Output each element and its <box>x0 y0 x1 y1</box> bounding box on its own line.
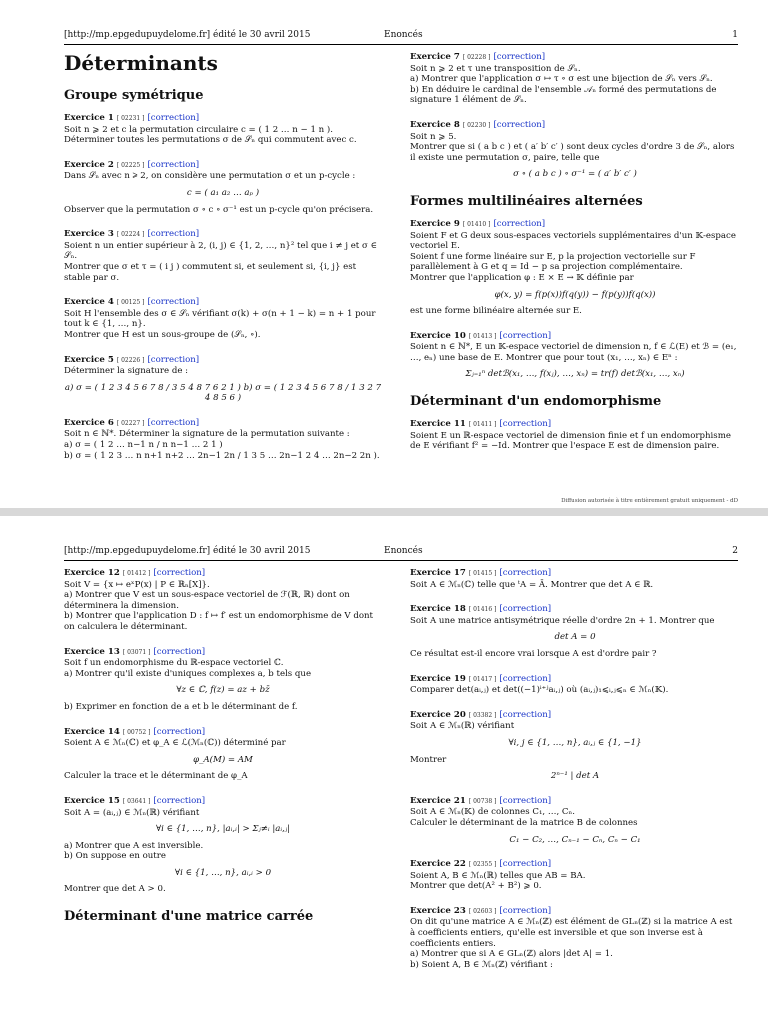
exercise-list <box>410 568 740 970</box>
exercise-line: Soit A ∈ ℳₙ(ℝ) vérifiant <box>410 721 515 732</box>
exercise-line: Soient n un entier supérieur à 2, (i, j) ∈ {1, 2, …, n}² tel que i ≠ j et σ ∈ 𝒮ₙ. <box>64 240 377 262</box>
exercise-title: Exercice 17 <box>410 568 466 578</box>
exercise-line: Soient n ∈ ℕ*, E un 𝕂-espace vectoriel de dimension n, f ∈ ℒ(E) et ℬ = (e₁, …, eₙ) une base de E. Montrer que pour tout (x₁, …, xₙ) ∈ Eⁿ : <box>410 342 737 363</box>
exercise-line: Soit f un endomorphisme du ℝ-espace vectoriel ℂ. <box>64 658 284 669</box>
correction-link[interactable]: [correction] <box>493 218 546 229</box>
exercise-code: [ 02230 ] <box>462 121 491 129</box>
exercise <box>410 331 740 380</box>
exercise-heading <box>410 796 740 808</box>
exercise-code: [ 02226 ] <box>116 356 145 364</box>
exercise-line: est une forme bilinéaire alternée sur E. <box>410 306 582 317</box>
exercise-title: Exercice 6 <box>64 417 114 428</box>
right-column <box>410 52 740 466</box>
exercise-line: Montrer que det(A² + B²) ⩾ 0. <box>410 881 542 892</box>
exercise-line: Soit n ∈ ℕ*. Déterminer la signature de la permutation suivante : <box>64 429 350 440</box>
exercise <box>410 796 740 845</box>
exercise-line: Soit n ⩾ 5. <box>410 131 457 142</box>
exercise-title: Exercice 7 <box>410 52 460 62</box>
exercise-title: Exercice 12 <box>64 568 120 578</box>
section-title: Déterminant d'une matrice carrée <box>64 909 314 925</box>
exercise-line: Montrer <box>410 754 447 765</box>
correction-link[interactable]: [correction] <box>147 113 200 123</box>
exercise-line: a) Montrer que si A ∈ GLₙ(ℤ) alors |det A| = 1. <box>410 949 613 960</box>
header-url[interactable]: [http://mp.epgedupuydelome.fr] édité le 30 avril 2015 <box>64 30 311 40</box>
exercise-line: b) On suppose en outre <box>64 851 166 862</box>
exercise-line: Soient A ∈ ℳₙ(ℂ) et φ_A ∈ ℒ(ℳₙ(ℂ)) déterminé par <box>64 738 286 749</box>
header-center: Enoncés <box>384 30 423 40</box>
exercise-line: a) Montrer que A est inversible. <box>64 840 204 851</box>
correction-link[interactable]: [correction] <box>499 568 552 578</box>
header-url[interactable]: [http://mp.epgedupuydelome.fr] édité le 30 avril 2015 <box>64 546 311 556</box>
exercise-code: [ 02231 ] <box>116 115 145 122</box>
exercise <box>410 710 740 782</box>
exercise-code: [ 01412 ] <box>122 570 151 577</box>
correction-link[interactable]: [correction] <box>499 709 552 720</box>
correction-link[interactable]: [correction] <box>499 604 552 615</box>
correction-link[interactable]: [correction] <box>499 795 552 806</box>
exercise-line: Montrer que l'application φ : E × E → 𝕂 définie par <box>410 272 634 283</box>
right-column <box>410 568 740 984</box>
exercise <box>410 120 740 180</box>
page-2 <box>0 516 768 1024</box>
correction-link[interactable]: [correction] <box>499 673 552 684</box>
exercise-title: Exercice 4 <box>64 297 114 308</box>
equation: ∀i ∈ {1, …, n}, |aᵢ,ᵢ| > Σⱼ≠ᵢ |aᵢ,ⱼ| <box>155 824 291 835</box>
exercise-title: Exercice 10 <box>410 330 466 341</box>
equation: C₁ − C₂, …, Cₙ₋₁ − Cₙ, Cₙ − C₁ <box>509 834 641 845</box>
exercise-line: b) En déduire le cardinal de l'ensemble 𝒜ₙ formé des permutations de signature 1 élément de 𝒮ₙ. <box>410 84 717 106</box>
exercise-title: Exercice 21 <box>410 795 466 806</box>
exercise <box>64 229 382 283</box>
document-title: Déterminants <box>64 51 218 75</box>
exercise-code: [ 03382 ] <box>468 711 497 719</box>
exercise-line: Comparer det(aᵢ,ⱼ) et det((−1)ⁱ⁺ʲaᵢ,ⱼ) où (aᵢ,ⱼ)₁⩽ᵢ,ⱼ⩽ₙ ∈ ℳₙ(𝕂). <box>410 685 669 696</box>
section-title: Groupe symétrique <box>64 88 204 103</box>
equation: 2ⁿ⁻¹ | det A <box>550 771 600 782</box>
exercise-code: [ 00738 ] <box>468 797 497 805</box>
exercise-title: Exercice 18 <box>410 604 466 615</box>
equation: det A = 0 <box>554 632 596 643</box>
exercise-heading <box>410 604 740 616</box>
exercise-line: Soit n ⩾ 2 et τ une transposition de 𝒮ₙ. <box>410 63 581 74</box>
exercise <box>64 727 382 782</box>
exercise-list <box>64 568 382 924</box>
equation: c = ( a₁ a₂ … aₚ ) <box>186 187 260 198</box>
exercise-heading <box>410 859 740 871</box>
page-header <box>64 30 738 45</box>
exercise-line: a) Montrer que V est un sous-espace vectoriel de ℱ(ℝ, ℝ) dont on déterminera la dimension. <box>64 590 350 611</box>
exercise-line: b) Exprimer en fonction de a et b le déterminant de f. <box>64 701 298 712</box>
exercise-title: Exercice 23 <box>410 905 466 916</box>
exercise <box>64 568 382 633</box>
exercise-title: Exercice 14 <box>64 726 120 737</box>
correction-link[interactable]: [correction] <box>499 905 552 916</box>
exercise-line: Soit A ∈ ℳₙ(𝕂) de colonnes C₁, …, Cₙ. <box>410 807 575 818</box>
correction-link[interactable]: [correction] <box>147 354 200 365</box>
equation: Σⱼ₌₁ⁿ detℬ(x₁, …, f(xⱼ), …, xₙ) = tr(f) detℬ(x₁, …, xₙ) <box>465 369 685 380</box>
section-title: Déterminant d'un endomorphisme <box>410 394 662 410</box>
section-title: Formes multilinéaires alternées <box>410 193 643 209</box>
page-1 <box>0 0 768 508</box>
exercise-line: Soit A ∈ ℳₙ(ℂ) telle que ᵗA = Ā. Montrer que det A ∈ ℝ. <box>410 579 654 590</box>
exercise <box>410 219 740 317</box>
exercise <box>410 419 740 452</box>
exercise <box>64 297 382 340</box>
exercise-code: [ 02228 ] <box>462 54 491 61</box>
exercise-title: Exercice 19 <box>410 673 466 684</box>
exercise-code: [ 01415 ] <box>468 570 497 577</box>
exercise-line: Soient F et G deux sous-espaces vectoriels supplémentaires d'un 𝕂-espace vectoriel E. <box>410 230 736 252</box>
exercise-title: Exercice 5 <box>64 354 114 365</box>
exercise-line: Soit V = {x ↦ eˣP(x) | P ∈ ℝₙ[X]}. <box>64 579 210 590</box>
exercise-line: Soient E un ℝ-espace vectoriel de dimension finie et f un endomorphisme de E vérifiant f² = −Id. Montrer que l'espace E est de dimension paire. <box>410 430 731 452</box>
exercise-line: Montrer que si ( a b c ) et ( a′ b′ c′ ) sont deux cycles d'ordre 3 de 𝒮ₙ, alors il existe une permutation σ, paire, telle que <box>410 142 735 163</box>
exercise-line: Montrer que σ et τ = ( i j ) commutent si, et seulement si, {i, j} est stable par σ. <box>64 261 357 283</box>
exercise-code: [ 01410 ] <box>462 220 491 228</box>
exercise-line: Soit n ⩾ 2 et c la permutation circulaire c = ( 1 2 … n − 1 n ). <box>64 124 334 135</box>
exercise-heading <box>410 331 740 343</box>
exercise-title: Exercice 11 <box>410 419 466 430</box>
page-number: 1 <box>732 30 738 40</box>
exercise-heading <box>64 297 382 309</box>
correction-link[interactable]: [correction] <box>493 52 546 62</box>
exercise-heading <box>410 710 740 722</box>
exercise-line: a) Montrer qu'il existe d'uniques complexes a, b tels que <box>64 668 312 679</box>
exercise-line: Soit A = (aᵢ,ⱼ) ∈ ℳₙ(ℝ) vérifiant <box>64 807 200 818</box>
footnote: Diffusion autorisée à titre entièrement gratuit uniquement - dD <box>561 498 738 504</box>
exercise-line: Dans 𝒮ₙ avec n ⩾ 2, on considère une permutation σ et un p-cycle : <box>64 171 356 182</box>
exercise-list <box>410 52 740 452</box>
exercise-heading <box>410 120 740 132</box>
exercise-line: b) σ = ( 1 2 3 … n n+1 n+2 … 2n−1 2n / 1 3 5 … 2n−1 2 4 … 2n−2 2n ). <box>64 450 380 461</box>
exercise-line: b) Soient A, B ∈ ℳₙ(ℤ) vérifiant : <box>410 959 553 970</box>
exercise-heading <box>64 160 382 172</box>
exercise <box>64 418 382 461</box>
exercise-code: [ 02355 ] <box>468 861 497 869</box>
exercise-heading <box>410 674 740 686</box>
equation: ∀i ∈ {1, …, n}, aᵢ,ᵢ > 0 <box>174 867 272 878</box>
equation: ∀z ∈ ℂ, f(z) = az + bz̄ <box>176 685 270 696</box>
exercise-heading <box>410 419 740 431</box>
correction-link[interactable]: [correction] <box>147 159 200 170</box>
exercise <box>410 568 740 590</box>
exercise-code: [ 01411 ] <box>468 421 497 429</box>
exercise-heading <box>64 647 382 659</box>
exercise-code: [ 01413 ] <box>468 332 497 340</box>
correction-link[interactable]: [correction] <box>153 726 206 737</box>
exercise-code: [ 02227 ] <box>116 419 145 427</box>
exercise-code: [ 03071 ] <box>122 648 151 656</box>
exercise-line: Calculer la trace et le déterminant de φ_A <box>64 771 248 782</box>
exercise-line: Montrer que H est un sous-groupe de (𝒮ₙ, ∘). <box>64 329 261 340</box>
exercise-line: Soit A une matrice antisymétrique réelle d'ordre 2n + 1. Montrer que <box>410 615 715 626</box>
exercise <box>410 52 740 106</box>
exercise-line: Ce résultat est-il encore vrai lorsque A est d'ordre pair ? <box>410 648 657 659</box>
correction-link[interactable]: [correction] <box>493 119 546 130</box>
exercise-heading <box>64 796 382 808</box>
exercise-line: a) σ = ( 1 2 … n−1 n / n n−1 … 2 1 ) <box>64 440 223 451</box>
exercise-title: Exercice 2 <box>64 159 114 170</box>
exercise-title: Exercice 13 <box>64 646 120 657</box>
correction-link[interactable]: [correction] <box>499 330 552 341</box>
left-column <box>64 52 382 475</box>
exercise-line: Observer que la permutation σ ∘ c ∘ σ⁻¹ est un p-cycle qu'on précisera. <box>64 204 374 215</box>
equation: φ_A(M) = AM <box>193 754 253 765</box>
exercise <box>410 674 740 696</box>
exercise-heading <box>64 568 382 580</box>
correction-link[interactable]: [correction] <box>499 419 552 430</box>
exercise-title: Exercice 20 <box>410 709 466 720</box>
exercise-heading <box>64 113 382 125</box>
correction-link[interactable]: [correction] <box>153 795 206 806</box>
equation: φ(x, y) = f(p(x))f(q(y)) − f(p(y))f(q(x)) <box>494 289 656 300</box>
correction-link[interactable]: [correction] <box>147 297 200 308</box>
exercise-title: Exercice 3 <box>64 229 114 240</box>
exercise-heading <box>410 568 740 580</box>
exercise-title: Exercice 15 <box>64 795 120 806</box>
exercise-heading <box>64 229 382 241</box>
exercise-line: On dit qu'une matrice A ∈ ℳₙ(ℤ) est élément de GLₙ(ℤ) si la matrice A est à coefficients entiers, qu'elle est inversible et que son inverse est à coefficients entiers. <box>410 917 733 949</box>
exercise-line: Soient A, B ∈ ℳₙ(ℝ) telles que AB = BA. <box>410 870 586 881</box>
exercise-title: Exercice 9 <box>410 218 460 229</box>
correction-link[interactable]: [correction] <box>147 417 200 428</box>
exercise-line: Soient f une forme linéaire sur E, p la projection vectorielle sur F parallèlement à G et q = Id − p sa projection complémentaire. <box>410 251 696 273</box>
exercise <box>410 604 740 659</box>
exercise-code: [ 01416 ] <box>468 606 497 614</box>
exercise <box>64 113 382 146</box>
correction-link[interactable]: [correction] <box>499 859 552 870</box>
exercise-line: Montrer que det A > 0. <box>64 884 166 895</box>
exercise-line: a) Montrer que l'application σ ↦ τ ∘ σ est une bijection de 𝒮ₙ vers 𝒮ₙ. <box>410 74 713 85</box>
correction-link[interactable]: [correction] <box>153 646 206 657</box>
exercise-line: Déterminer la signature de : <box>64 366 189 377</box>
exercise-title: Exercice 8 <box>410 119 460 130</box>
exercise-title: Exercice 22 <box>410 859 466 870</box>
page-header <box>64 546 738 561</box>
exercise-code: [ 01417 ] <box>468 675 497 683</box>
exercise <box>64 647 382 713</box>
equation: ∀i, j ∈ {1, …, n}, aᵢ,ⱼ ∈ {1, −1} <box>508 737 642 748</box>
equation: a) σ = ( 1 2 3 4 5 6 7 8 / 3 5 4 8 7 6 2 1 ) b) σ = ( 1 2 3 4 5 6 7 8 / 1 3 2 7 4 8 5 6 ) <box>64 382 382 404</box>
exercise <box>64 796 382 895</box>
exercise <box>410 906 740 971</box>
header-center: Enoncés <box>384 546 423 556</box>
exercise-code: [ 03641 ] <box>122 797 151 805</box>
exercise-line: Soit H l'ensemble des σ ∈ 𝒮ₙ vérifiant σ(k) + σ(n + 1 − k) = n + 1 pour tout k ∈ {1, …, n}. <box>64 308 376 330</box>
exercise-heading <box>410 906 740 918</box>
exercise-heading <box>64 727 382 739</box>
exercise-heading <box>64 418 382 430</box>
exercise-line: b) Montrer que l'application D : f ↦ f′ est un endomorphisme de V dont on calculera le déterminant. <box>64 611 373 632</box>
exercise-code: [ 00125 ] <box>116 299 145 307</box>
correction-link[interactable]: [correction] <box>153 568 206 578</box>
exercise-line: Déterminer toutes les permutations σ de 𝒮ₙ qui commutent avec c. <box>64 135 357 146</box>
exercise-line: Calculer le déterminant de la matrice B de colonnes <box>410 817 638 828</box>
left-column <box>64 568 382 934</box>
exercise-code: [ 02225 ] <box>116 161 145 169</box>
exercise-title: Exercice 1 <box>64 113 114 123</box>
exercise-code: [ 02603 ] <box>468 907 497 915</box>
exercise <box>410 859 740 892</box>
exercise-heading <box>410 219 740 231</box>
exercise-list <box>64 113 382 461</box>
exercise <box>64 160 382 215</box>
page-number: 2 <box>732 546 738 556</box>
equation: σ ∘ ( a b c ) ∘ σ⁻¹ = ( a′ b′ c′ ) <box>513 169 637 180</box>
exercise <box>64 355 382 404</box>
correction-link[interactable]: [correction] <box>147 229 200 240</box>
exercise-heading <box>64 355 382 367</box>
exercise-code: [ 02224 ] <box>116 231 145 239</box>
exercise-code: [ 00752 ] <box>122 728 151 736</box>
exercise-heading <box>410 52 740 64</box>
